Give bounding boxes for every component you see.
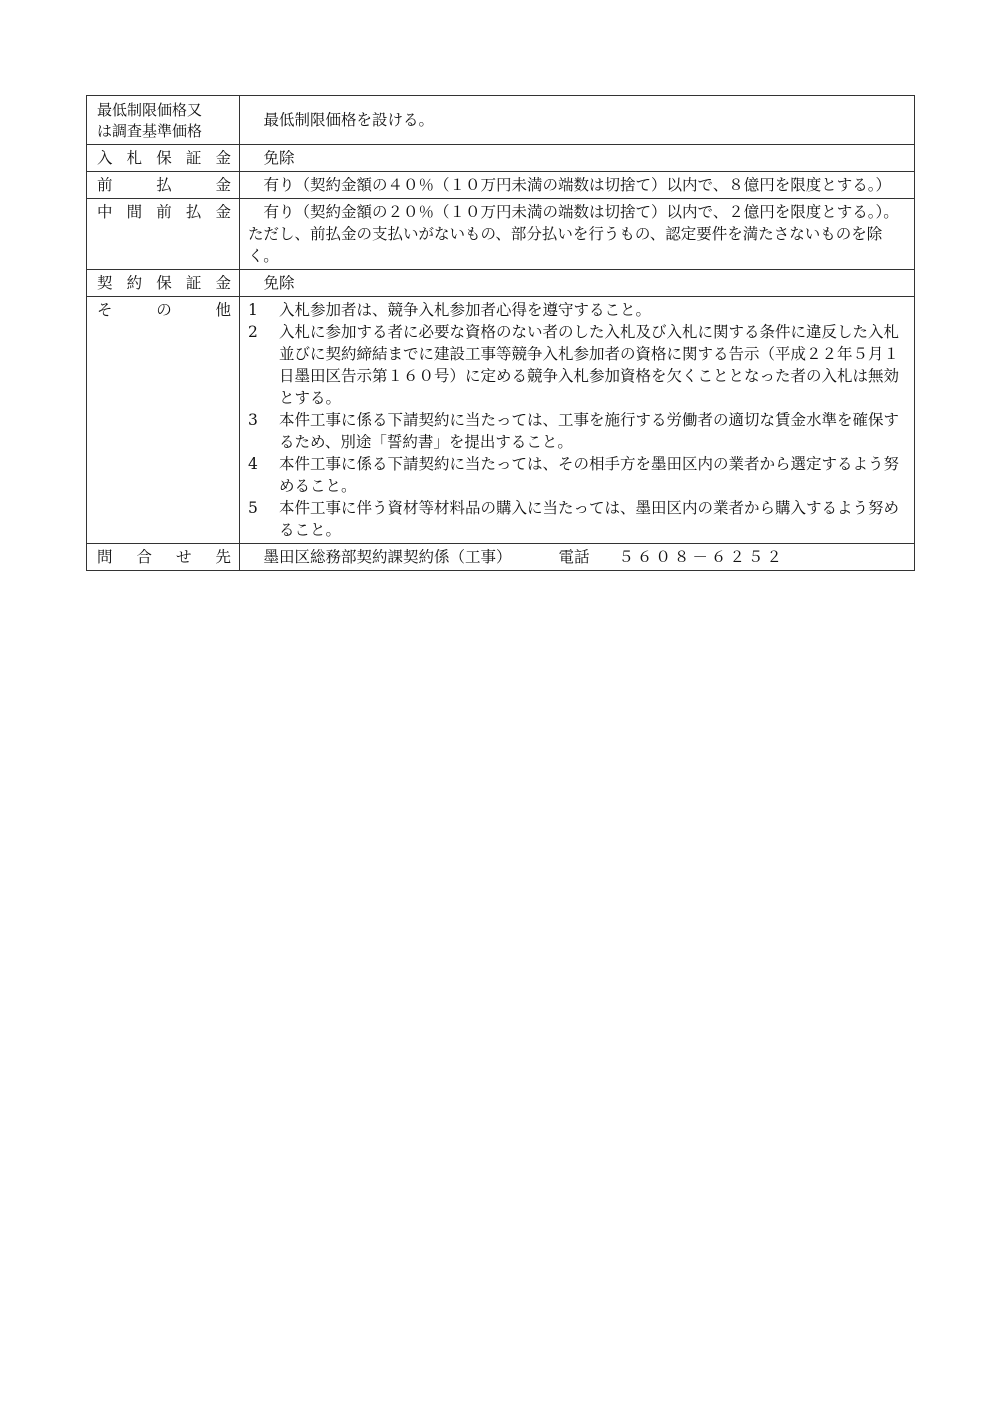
note-text: 入札参加者は、競争入札参加者心得を遵守すること。	[279, 301, 652, 319]
label-char: 他	[215, 301, 231, 319]
contact-phone-label: 電話	[558, 548, 590, 566]
label-char: 中	[97, 203, 113, 221]
note-number: 2	[248, 323, 258, 341]
label-char: 契	[97, 274, 113, 292]
list-item	[248, 497, 906, 541]
row-contract-deposit	[87, 270, 915, 297]
label-minimum-price-line1: 最低制限価格又	[97, 101, 203, 119]
note-number: 5	[248, 499, 258, 517]
label-bid-deposit	[87, 145, 240, 172]
list-item	[248, 453, 906, 497]
label-char: 金	[215, 176, 231, 194]
contact-department: 墨田区総務部契約課契約係（工事）	[263, 548, 512, 566]
label-minimum-price	[87, 96, 240, 145]
note-text: 入札に参加する者に必要な資格のない者のした入札及び入札に関する条件に違反した入札並びに契約締結までに建設工事等競争入札参加者の資格に関する告示（平成２２年５月１日墨田区告示第１６０号）に定める競争入札参加資格を欠くこととなった者の入札は無効とする。	[279, 323, 900, 407]
value-interim-advance-payment	[240, 199, 915, 270]
label-char: 金	[215, 274, 231, 292]
contact-phone-number: ５６０８－６２５２	[618, 548, 785, 566]
value-other	[240, 297, 915, 544]
list-item	[248, 409, 906, 453]
note-text: 本件工事に係る下請契約に当たっては、工事を施行する労働者の適切な賃金水準を確保するため、別途「誓約書」を提出すること。	[279, 411, 900, 451]
label-char: そ	[97, 301, 113, 319]
label-char: せ	[175, 548, 192, 566]
value-interim-advance-payment-text: 有り（契約金額の２０％（１０万円未満の端数は切捨て）以内で、２億円を限度とする。）。ただし、前払金の支払いがないもの、部分払いを行うもの、認定要件を満たさないものを除く。	[248, 203, 899, 265]
row-bid-deposit	[87, 145, 915, 172]
row-minimum-price	[87, 96, 915, 145]
label-char: 間	[126, 203, 143, 221]
label-char: 証	[185, 149, 202, 167]
label-char: 払	[156, 176, 172, 194]
label-char: 払	[185, 203, 202, 221]
label-char: 問	[97, 548, 113, 566]
list-item	[248, 299, 906, 321]
value-bid-deposit-text: 免除	[263, 149, 295, 167]
label-advance-payment	[87, 172, 240, 199]
label-contract-deposit	[87, 270, 240, 297]
value-advance-payment-text: 有り（契約金額の４０％（１０万円未満の端数は切捨て）以内で、８億円を限度とする。）	[263, 176, 891, 194]
label-char: 保	[156, 274, 172, 292]
contact-line	[248, 546, 906, 568]
value-contract-deposit-text: 免除	[263, 274, 295, 292]
value-bid-deposit	[240, 145, 915, 172]
list-item	[248, 321, 906, 409]
row-advance-payment	[87, 172, 915, 199]
label-char: 金	[215, 149, 231, 167]
label-char: 証	[185, 274, 202, 292]
label-char: 約	[126, 274, 143, 292]
label-interim-advance-payment	[87, 199, 240, 270]
row-interim-advance-payment	[87, 199, 915, 270]
label-char: の	[156, 301, 172, 319]
label-minimum-price-line2: は調査基準価格	[97, 122, 203, 140]
label-other	[87, 297, 240, 544]
label-char: 先	[215, 548, 231, 566]
note-text: 本件工事に伴う資材等材料品の購入に当たっては、墨田区内の業者から購入するよう努めること。	[279, 499, 900, 539]
label-char: 入	[97, 149, 113, 167]
note-number: 1	[248, 301, 258, 319]
other-notes-list	[248, 299, 906, 541]
tender-conditions-table	[86, 95, 915, 571]
note-text: 本件工事に係る下請契約に当たっては、その相手方を墨田区内の業者から選定するよう努めること。	[279, 455, 900, 495]
value-contract-deposit	[240, 270, 915, 297]
label-char: 保	[156, 149, 172, 167]
row-contact	[87, 544, 915, 571]
value-contact	[240, 544, 915, 571]
row-other	[87, 297, 915, 544]
label-char: 前	[97, 176, 113, 194]
label-contact	[87, 544, 240, 571]
value-minimum-price	[240, 96, 915, 145]
label-char: 前	[156, 203, 172, 221]
value-minimum-price-text: 最低制限価格を設ける。	[263, 111, 435, 129]
label-char: 金	[215, 203, 231, 221]
note-number: 3	[248, 411, 258, 429]
label-char: 札	[126, 149, 143, 167]
label-char: 合	[136, 548, 152, 566]
value-advance-payment	[240, 172, 915, 199]
note-number: 4	[248, 455, 258, 473]
